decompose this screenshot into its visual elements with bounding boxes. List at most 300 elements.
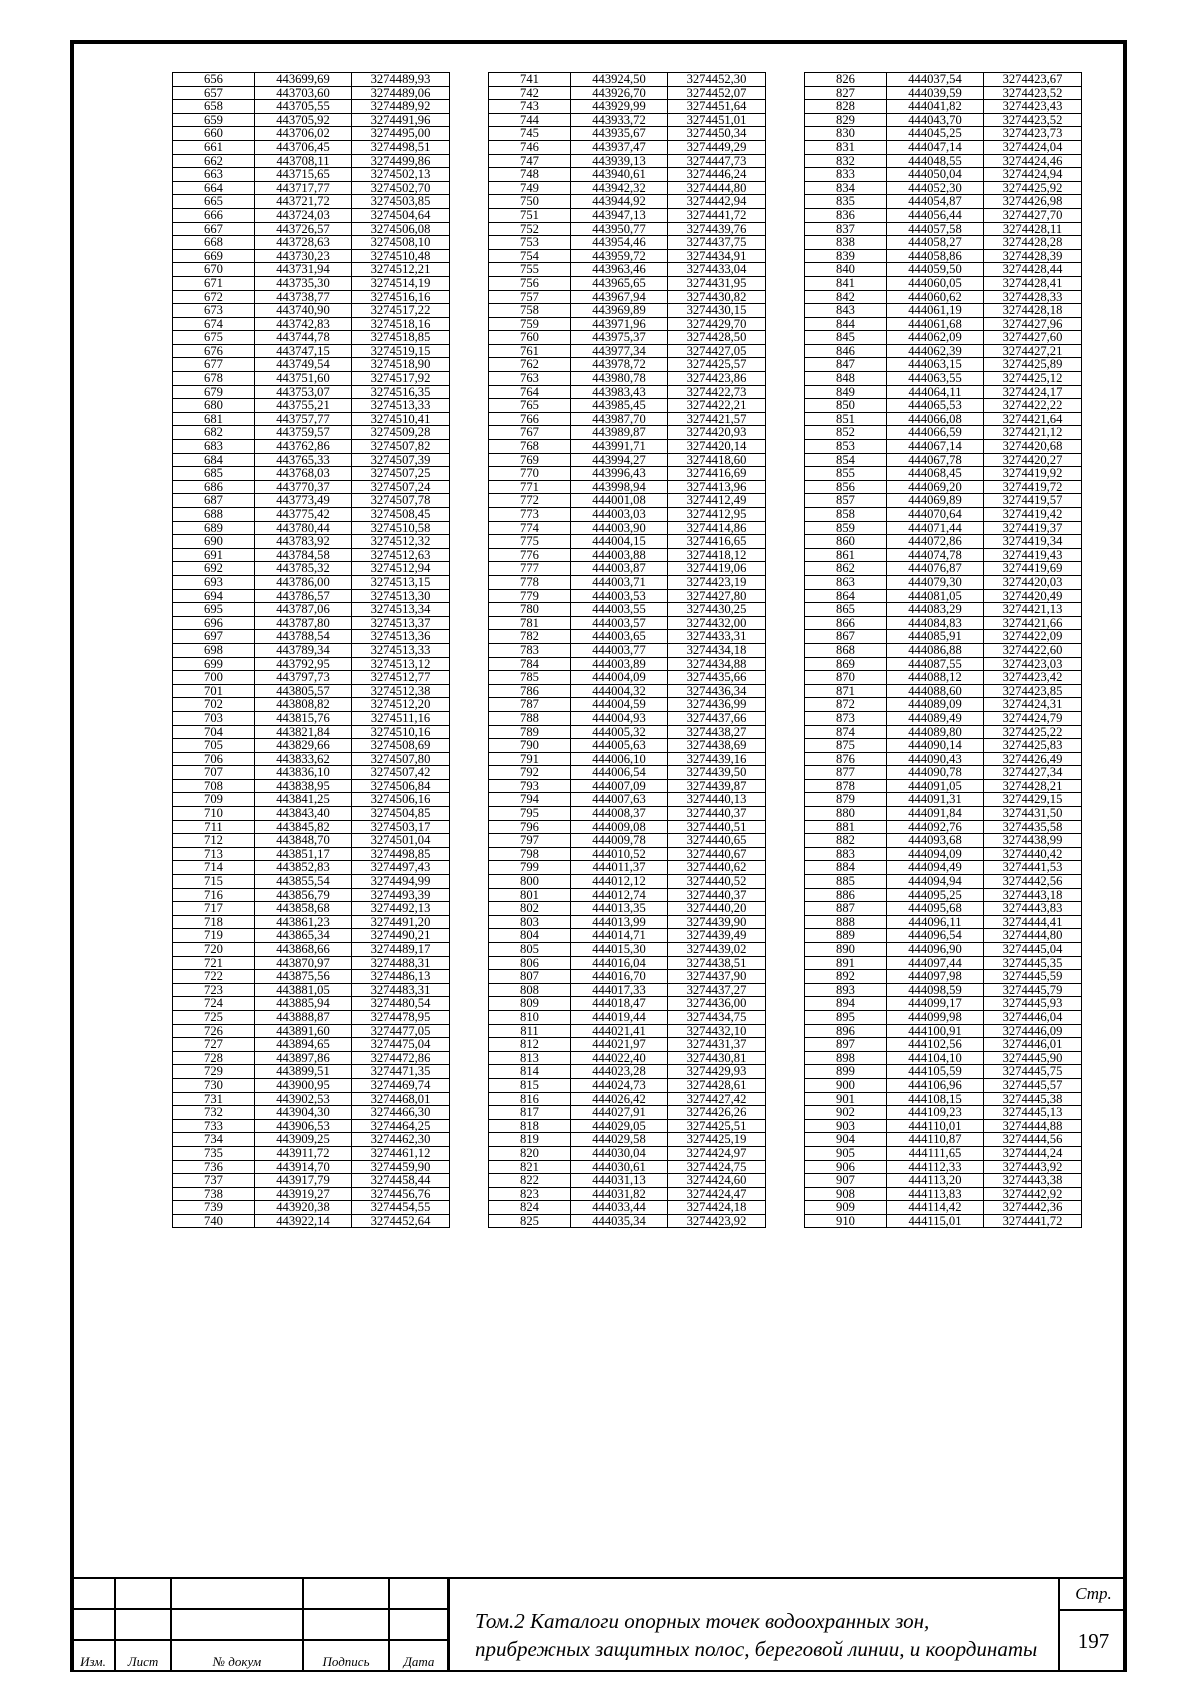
table-row bbox=[489, 1187, 766, 1201]
point-number: 664 bbox=[173, 181, 255, 195]
point-number: 714 bbox=[173, 861, 255, 875]
coordinate-y: 3274519,15 bbox=[352, 344, 450, 358]
coordinate-x: 444031,13 bbox=[571, 1174, 668, 1188]
coordinate-y: 3274427,96 bbox=[984, 317, 1082, 331]
coordinate-y: 3274422,73 bbox=[668, 385, 766, 399]
coordinate-x: 443730,23 bbox=[255, 249, 352, 263]
coordinate-x: 443843,40 bbox=[255, 807, 352, 821]
coordinate-y: 3274489,92 bbox=[352, 100, 450, 114]
table-row bbox=[805, 113, 1082, 127]
coordinate-y: 3274471,35 bbox=[352, 1065, 450, 1079]
point-number: 676 bbox=[173, 344, 255, 358]
point-number: 794 bbox=[489, 793, 571, 807]
table-row bbox=[489, 630, 766, 644]
point-number: 899 bbox=[805, 1065, 887, 1079]
coordinate-x: 443715,65 bbox=[255, 168, 352, 182]
coordinate-y: 3274444,88 bbox=[984, 1119, 1082, 1133]
point-number: 862 bbox=[805, 562, 887, 576]
table-row bbox=[489, 100, 766, 114]
table-row bbox=[489, 902, 766, 916]
table-row bbox=[805, 657, 1082, 671]
coordinate-y: 3274461,12 bbox=[352, 1146, 450, 1160]
point-number: 672 bbox=[173, 290, 255, 304]
coordinate-x: 443920,38 bbox=[255, 1201, 352, 1215]
coordinate-x: 444061,19 bbox=[887, 304, 984, 318]
coordinate-y: 3274456,76 bbox=[352, 1187, 450, 1201]
point-number: 828 bbox=[805, 100, 887, 114]
table-row bbox=[489, 494, 766, 508]
coordinate-x: 443757,77 bbox=[255, 412, 352, 426]
coordinate-x: 443891,60 bbox=[255, 1024, 352, 1038]
point-number: 858 bbox=[805, 508, 887, 522]
point-number: 704 bbox=[173, 725, 255, 739]
table-row bbox=[489, 1133, 766, 1147]
coordinate-x: 444027,91 bbox=[571, 1106, 668, 1120]
coordinate-x: 443987,70 bbox=[571, 412, 668, 426]
table-row bbox=[805, 548, 1082, 562]
point-number: 910 bbox=[805, 1214, 887, 1228]
point-number: 680 bbox=[173, 399, 255, 413]
point-number: 829 bbox=[805, 113, 887, 127]
coordinate-x: 444069,89 bbox=[887, 494, 984, 508]
coordinate-y: 3274427,21 bbox=[984, 344, 1082, 358]
coordinate-y: 3274428,61 bbox=[668, 1078, 766, 1092]
coordinate-y: 3274444,56 bbox=[984, 1133, 1082, 1147]
table-row bbox=[173, 739, 450, 753]
table-row bbox=[173, 725, 450, 739]
coordinate-y: 3274446,24 bbox=[668, 168, 766, 182]
coordinate-x: 444030,61 bbox=[571, 1160, 668, 1174]
coordinate-x: 444022,40 bbox=[571, 1051, 668, 1065]
point-number: 775 bbox=[489, 535, 571, 549]
point-number: 691 bbox=[173, 548, 255, 562]
coordinate-x: 443985,45 bbox=[571, 399, 668, 413]
coordinate-x: 443989,87 bbox=[571, 426, 668, 440]
coordinate-x: 444016,70 bbox=[571, 970, 668, 984]
table-row bbox=[805, 535, 1082, 549]
coordinate-y: 3274502,13 bbox=[352, 168, 450, 182]
coordinate-y: 3274506,16 bbox=[352, 793, 450, 807]
coordinate-y: 3274489,93 bbox=[352, 73, 450, 87]
table-row bbox=[805, 154, 1082, 168]
coordinate-x: 444113,20 bbox=[887, 1174, 984, 1188]
table-row bbox=[489, 317, 766, 331]
point-number: 759 bbox=[489, 317, 571, 331]
point-number: 831 bbox=[805, 140, 887, 154]
coordinate-x: 444037,54 bbox=[887, 73, 984, 87]
coordinate-x: 444066,59 bbox=[887, 426, 984, 440]
point-number: 709 bbox=[173, 793, 255, 807]
table-row bbox=[489, 290, 766, 304]
table-row bbox=[173, 358, 450, 372]
table-row bbox=[805, 875, 1082, 889]
table-row bbox=[489, 739, 766, 753]
coordinate-x: 443845,82 bbox=[255, 820, 352, 834]
table-row bbox=[489, 752, 766, 766]
table-row bbox=[173, 766, 450, 780]
point-number: 879 bbox=[805, 793, 887, 807]
point-number: 875 bbox=[805, 739, 887, 753]
point-number: 865 bbox=[805, 603, 887, 617]
point-number: 891 bbox=[805, 956, 887, 970]
table-row bbox=[173, 956, 450, 970]
title-block-caption-box bbox=[447, 1577, 1060, 1672]
point-number: 882 bbox=[805, 834, 887, 848]
coordinate-x: 444065,53 bbox=[887, 399, 984, 413]
coordinate-y: 3274424,60 bbox=[668, 1174, 766, 1188]
point-number: 873 bbox=[805, 711, 887, 725]
coordinate-x: 443780,44 bbox=[255, 521, 352, 535]
coordinate-x: 443899,51 bbox=[255, 1065, 352, 1079]
point-number: 745 bbox=[489, 127, 571, 141]
coordinate-x: 444045,25 bbox=[887, 127, 984, 141]
coordinate-x: 444007,63 bbox=[571, 793, 668, 807]
coordinate-x: 443969,89 bbox=[571, 304, 668, 318]
point-number: 751 bbox=[489, 208, 571, 222]
table-row bbox=[489, 168, 766, 182]
point-number: 819 bbox=[489, 1133, 571, 1147]
coordinate-x: 444066,08 bbox=[887, 412, 984, 426]
point-number: 748 bbox=[489, 168, 571, 182]
coordinate-y: 3274429,70 bbox=[668, 317, 766, 331]
point-number: 723 bbox=[173, 983, 255, 997]
coordinate-y: 3274507,39 bbox=[352, 453, 450, 467]
point-number: 844 bbox=[805, 317, 887, 331]
point-number: 662 bbox=[173, 154, 255, 168]
coordinate-x: 444012,74 bbox=[571, 888, 668, 902]
coordinate-y: 3274414,86 bbox=[668, 521, 766, 535]
coordinate-x: 443768,03 bbox=[255, 467, 352, 481]
coordinate-y: 3274424,46 bbox=[984, 154, 1082, 168]
point-number: 705 bbox=[173, 739, 255, 753]
table-row bbox=[805, 412, 1082, 426]
point-number: 839 bbox=[805, 249, 887, 263]
table-row bbox=[173, 195, 450, 209]
coordinate-y: 3274491,96 bbox=[352, 113, 450, 127]
coordinate-x: 444079,30 bbox=[887, 575, 984, 589]
coordinate-y: 3274422,60 bbox=[984, 643, 1082, 657]
point-number: 772 bbox=[489, 494, 571, 508]
table-row bbox=[173, 344, 450, 358]
point-number: 799 bbox=[489, 861, 571, 875]
coordinate-x: 443740,90 bbox=[255, 304, 352, 318]
table-row bbox=[805, 997, 1082, 1011]
coordinate-x: 443726,57 bbox=[255, 222, 352, 236]
coordinate-y: 3274493,39 bbox=[352, 888, 450, 902]
table-row bbox=[173, 1201, 450, 1215]
table-row bbox=[489, 331, 766, 345]
table-row bbox=[489, 793, 766, 807]
coordinate-y: 3274424,31 bbox=[984, 698, 1082, 712]
coordinate-y: 3274443,38 bbox=[984, 1174, 1082, 1188]
coordinate-y: 3274437,90 bbox=[668, 970, 766, 984]
coordinate-y: 3274506,84 bbox=[352, 779, 450, 793]
coordinate-x: 444005,32 bbox=[571, 725, 668, 739]
point-number: 887 bbox=[805, 902, 887, 916]
point-number: 848 bbox=[805, 372, 887, 386]
table-row bbox=[805, 847, 1082, 861]
coordinate-y: 3274423,43 bbox=[984, 100, 1082, 114]
coordinate-x: 444003,71 bbox=[571, 575, 668, 589]
point-number: 684 bbox=[173, 453, 255, 467]
table-row bbox=[173, 548, 450, 562]
coordinate-x: 444013,99 bbox=[571, 915, 668, 929]
coordinate-x: 444094,94 bbox=[887, 875, 984, 889]
coordinate-y: 3274512,77 bbox=[352, 671, 450, 685]
table-row bbox=[489, 929, 766, 943]
coordinate-x: 443906,53 bbox=[255, 1119, 352, 1133]
table-row bbox=[805, 1078, 1082, 1092]
point-number: 746 bbox=[489, 140, 571, 154]
coordinate-x: 443870,97 bbox=[255, 956, 352, 970]
table-row bbox=[805, 140, 1082, 154]
table-row bbox=[173, 671, 450, 685]
coordinate-y: 3274445,59 bbox=[984, 970, 1082, 984]
table-row bbox=[489, 684, 766, 698]
point-number: 689 bbox=[173, 521, 255, 535]
coordinate-y: 3274452,07 bbox=[668, 86, 766, 100]
coordinate-y: 3274509,28 bbox=[352, 426, 450, 440]
coordinate-y: 3274433,04 bbox=[668, 263, 766, 277]
coordinate-x: 444060,05 bbox=[887, 276, 984, 290]
coordinate-x: 444076,87 bbox=[887, 562, 984, 576]
coordinate-x: 444003,65 bbox=[571, 630, 668, 644]
coordinate-y: 3274430,82 bbox=[668, 290, 766, 304]
coordinate-y: 3274434,75 bbox=[668, 1010, 766, 1024]
coordinate-y: 3274413,96 bbox=[668, 480, 766, 494]
coordinate-x: 444004,59 bbox=[571, 698, 668, 712]
coordinate-y: 3274427,42 bbox=[668, 1092, 766, 1106]
coordinate-x: 443744,78 bbox=[255, 331, 352, 345]
table-row bbox=[805, 236, 1082, 250]
coordinate-y: 3274439,16 bbox=[668, 752, 766, 766]
coordinate-x: 443917,79 bbox=[255, 1174, 352, 1188]
table-row bbox=[805, 331, 1082, 345]
coordinate-y: 3274428,11 bbox=[984, 222, 1082, 236]
table-row bbox=[805, 766, 1082, 780]
coordinate-y: 3274425,12 bbox=[984, 372, 1082, 386]
point-number: 697 bbox=[173, 630, 255, 644]
point-number: 814 bbox=[489, 1065, 571, 1079]
point-number: 774 bbox=[489, 521, 571, 535]
table-row bbox=[173, 562, 450, 576]
coordinate-x: 443787,80 bbox=[255, 616, 352, 630]
coordinate-y: 3274418,60 bbox=[668, 453, 766, 467]
coordinate-x: 443935,67 bbox=[571, 127, 668, 141]
point-number: 853 bbox=[805, 440, 887, 454]
coordinate-y: 3274426,26 bbox=[668, 1106, 766, 1120]
coordinate-y: 3274433,31 bbox=[668, 630, 766, 644]
point-number: 661 bbox=[173, 140, 255, 154]
coordinate-y: 3274442,56 bbox=[984, 875, 1082, 889]
table-row bbox=[805, 698, 1082, 712]
point-number: 688 bbox=[173, 508, 255, 522]
point-number: 713 bbox=[173, 847, 255, 861]
point-number: 792 bbox=[489, 766, 571, 780]
coordinate-y: 3274423,67 bbox=[984, 73, 1082, 87]
table-row bbox=[173, 73, 450, 87]
coordinate-y: 3274508,45 bbox=[352, 508, 450, 522]
coordinate-y: 3274442,94 bbox=[668, 195, 766, 209]
point-number: 764 bbox=[489, 385, 571, 399]
coordinate-y: 3274419,42 bbox=[984, 508, 1082, 522]
point-number: 877 bbox=[805, 766, 887, 780]
coordinate-y: 3274513,34 bbox=[352, 603, 450, 617]
coordinate-y: 3274442,92 bbox=[984, 1187, 1082, 1201]
table-row bbox=[489, 412, 766, 426]
table-row bbox=[489, 1038, 766, 1052]
table-row bbox=[173, 915, 450, 929]
table-row bbox=[805, 467, 1082, 481]
coordinate-y: 3274508,10 bbox=[352, 236, 450, 250]
table-row bbox=[173, 480, 450, 494]
coordinate-y: 3274426,98 bbox=[984, 195, 1082, 209]
coordinate-x: 443939,13 bbox=[571, 154, 668, 168]
coordinate-y: 3274488,31 bbox=[352, 956, 450, 970]
coordinate-x: 444063,55 bbox=[887, 372, 984, 386]
point-number: 905 bbox=[805, 1146, 887, 1160]
coordinate-x: 444041,82 bbox=[887, 100, 984, 114]
coordinate-x: 444086,88 bbox=[887, 643, 984, 657]
point-number: 824 bbox=[489, 1201, 571, 1215]
point-number: 682 bbox=[173, 426, 255, 440]
point-number: 812 bbox=[489, 1038, 571, 1052]
coordinate-x: 444085,91 bbox=[887, 630, 984, 644]
table-row bbox=[173, 603, 450, 617]
table-row bbox=[489, 508, 766, 522]
coordinate-x: 444114,42 bbox=[887, 1201, 984, 1215]
point-number: 733 bbox=[173, 1119, 255, 1133]
table-row bbox=[805, 1133, 1082, 1147]
coordinate-x: 443888,87 bbox=[255, 1010, 352, 1024]
point-number: 906 bbox=[805, 1160, 887, 1174]
table-row bbox=[173, 807, 450, 821]
point-number: 787 bbox=[489, 698, 571, 712]
coordinate-x: 443937,47 bbox=[571, 140, 668, 154]
coordinate-x: 444064,11 bbox=[887, 385, 984, 399]
page-number: 197 bbox=[1077, 1629, 1110, 1653]
table-row bbox=[173, 304, 450, 318]
coordinate-y: 3274513,15 bbox=[352, 575, 450, 589]
table-row bbox=[489, 440, 766, 454]
coordinate-x: 443933,72 bbox=[571, 113, 668, 127]
point-number: 798 bbox=[489, 847, 571, 861]
coordinate-x: 444043,70 bbox=[887, 113, 984, 127]
coordinate-x: 444004,09 bbox=[571, 671, 668, 685]
coordinate-x: 444016,04 bbox=[571, 956, 668, 970]
coordinate-x: 444056,44 bbox=[887, 208, 984, 222]
coordinate-y: 3274439,02 bbox=[668, 943, 766, 957]
point-number: 762 bbox=[489, 358, 571, 372]
coordinate-x: 444003,77 bbox=[571, 643, 668, 657]
coordinate-y: 3274425,83 bbox=[984, 739, 1082, 753]
point-number: 761 bbox=[489, 344, 571, 358]
coordinate-x: 444081,05 bbox=[887, 589, 984, 603]
point-number: 818 bbox=[489, 1119, 571, 1133]
table-row bbox=[805, 861, 1082, 875]
table-row bbox=[489, 766, 766, 780]
point-number: 663 bbox=[173, 168, 255, 182]
coordinate-x: 444011,37 bbox=[571, 861, 668, 875]
table-row bbox=[489, 834, 766, 848]
table-row bbox=[173, 208, 450, 222]
coordinate-x: 444112,33 bbox=[887, 1160, 984, 1174]
table-row bbox=[805, 127, 1082, 141]
table-row bbox=[489, 140, 766, 154]
table-row bbox=[805, 779, 1082, 793]
coordinate-x: 443738,77 bbox=[255, 290, 352, 304]
coordinate-x: 443821,84 bbox=[255, 725, 352, 739]
point-number: 686 bbox=[173, 480, 255, 494]
coordinate-y: 3274412,95 bbox=[668, 508, 766, 522]
table-row bbox=[805, 643, 1082, 657]
coordinate-y: 3274512,63 bbox=[352, 548, 450, 562]
point-number: 778 bbox=[489, 575, 571, 589]
point-number: 780 bbox=[489, 603, 571, 617]
point-number: 658 bbox=[173, 100, 255, 114]
coordinate-y: 3274423,03 bbox=[984, 657, 1082, 671]
point-number: 721 bbox=[173, 956, 255, 970]
table-row bbox=[173, 1133, 450, 1147]
coordinate-x: 443911,72 bbox=[255, 1146, 352, 1160]
coordinate-y: 3274445,57 bbox=[984, 1078, 1082, 1092]
header-sheet: Лист bbox=[115, 1640, 171, 1671]
table-row bbox=[805, 263, 1082, 277]
coordinate-y: 3274441,72 bbox=[984, 1214, 1082, 1228]
header-date: Дата bbox=[389, 1640, 449, 1671]
table-row bbox=[489, 480, 766, 494]
table-row bbox=[489, 535, 766, 549]
point-number: 710 bbox=[173, 807, 255, 821]
coordinate-x: 444096,11 bbox=[887, 915, 984, 929]
coordinate-x: 443728,63 bbox=[255, 236, 352, 250]
coordinate-y: 3274422,22 bbox=[984, 399, 1082, 413]
coordinate-y: 3274421,57 bbox=[668, 412, 766, 426]
point-number: 777 bbox=[489, 562, 571, 576]
table-row bbox=[805, 956, 1082, 970]
coordinate-x: 444017,33 bbox=[571, 983, 668, 997]
point-number: 722 bbox=[173, 970, 255, 984]
coordinate-y: 3274508,69 bbox=[352, 739, 450, 753]
coordinate-x: 443881,05 bbox=[255, 983, 352, 997]
coordinate-x: 443980,78 bbox=[571, 372, 668, 386]
coordinate-x: 443950,77 bbox=[571, 222, 668, 236]
coordinate-x: 443868,66 bbox=[255, 943, 352, 957]
coordinate-y: 3274443,18 bbox=[984, 888, 1082, 902]
table-row bbox=[489, 236, 766, 250]
coordinate-y: 3274425,51 bbox=[668, 1119, 766, 1133]
table-row bbox=[805, 372, 1082, 386]
table-row bbox=[173, 1187, 450, 1201]
coordinate-x: 444052,30 bbox=[887, 181, 984, 195]
table-row bbox=[173, 290, 450, 304]
point-number: 677 bbox=[173, 358, 255, 372]
coordinate-y: 3274428,21 bbox=[984, 779, 1082, 793]
table-row bbox=[805, 1024, 1082, 1038]
coordinate-y: 3274507,78 bbox=[352, 494, 450, 508]
coordinate-y: 3274441,53 bbox=[984, 861, 1082, 875]
coordinate-x: 444008,37 bbox=[571, 807, 668, 821]
point-number: 908 bbox=[805, 1187, 887, 1201]
point-number: 903 bbox=[805, 1119, 887, 1133]
table-row bbox=[173, 140, 450, 154]
coordinate-y: 3274507,80 bbox=[352, 752, 450, 766]
point-number: 800 bbox=[489, 875, 571, 889]
point-number: 801 bbox=[489, 888, 571, 902]
point-number: 666 bbox=[173, 208, 255, 222]
table-row bbox=[489, 616, 766, 630]
point-number: 796 bbox=[489, 820, 571, 834]
